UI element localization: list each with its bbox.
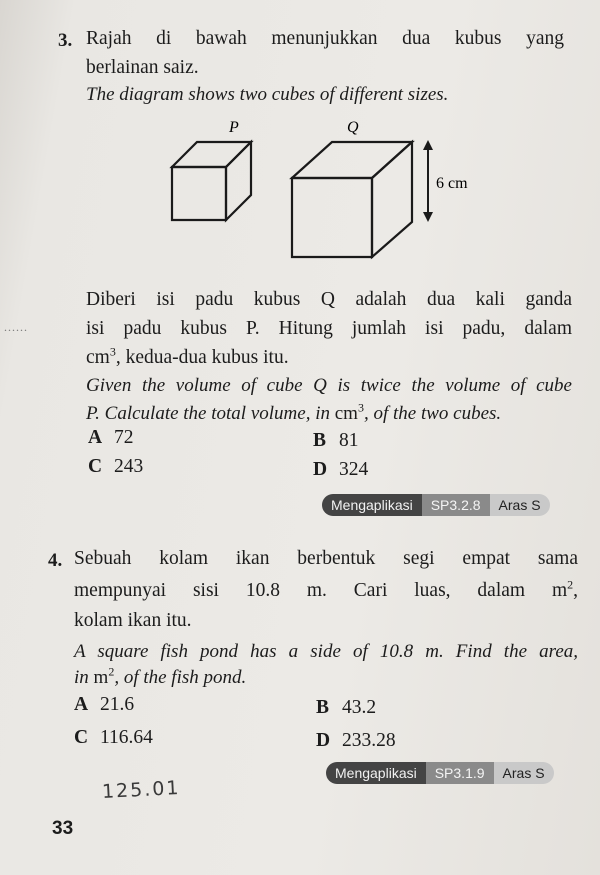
q3-tag-level: Aras S (490, 494, 550, 516)
q4-skill-tags (326, 762, 554, 784)
q3-tag-standard: SP3.2.8 (422, 494, 490, 516)
q3-malay-intro-line2: berlainan saiz. (86, 57, 199, 78)
q4-option-b[interactable]: B 43.2 (316, 697, 377, 718)
q3-malay-line1: Diberi isi padu kubus Q adalah dua kali ganda (86, 289, 572, 310)
q3-malay-line3: $cm^3$, kedua-dua kubus itu. (86, 344, 289, 368)
dimension-arrow (423, 140, 433, 222)
dimension-label: 6 cm (436, 175, 468, 192)
q4-tag-level: Aras S (494, 762, 554, 784)
q3-option-c[interactable]: C 243 (88, 456, 144, 477)
q3-english-intro: The diagram shows two cubes of different sizes. (86, 84, 449, 105)
cubes-diagram (160, 112, 480, 272)
cube-q-label: Q (347, 119, 359, 136)
q3-option-a[interactable]: A 72 (88, 427, 134, 448)
q3-malay-line2: isi padu kubus P. Hitung jumlah isi padu, dalam (86, 318, 572, 339)
cube-p-label: P (229, 119, 239, 136)
handwritten-note: 125.01 (101, 776, 182, 804)
cube-q (292, 142, 412, 257)
q3-english-line1: Given the volume of cube Q is twice the volume of cube (86, 375, 572, 396)
q3-skill-tags (322, 494, 550, 516)
q4-english-line2: in $m^2$, of the fish pond. (74, 664, 247, 688)
q4-option-d[interactable]: D 233.28 (316, 730, 396, 751)
q4-option-a[interactable]: A 21.6 (74, 694, 135, 715)
q3-option-b[interactable]: B 81 (313, 430, 359, 451)
margin-dots: ...... (4, 320, 28, 334)
q3-number: 3. (58, 30, 73, 51)
q4-malay-line2: mempunyai sisi 10.8 m. Cari luas, dalam $m^2$, (74, 577, 578, 601)
q3-english-line2: P. Calculate the total volume, in $cm^3$, of the two cubes. (86, 400, 502, 424)
q4-tag-skill: Mengaplikasi (326, 762, 426, 784)
q4-malay-line1: Sebuah kolam ikan berbentuk segi empat sama (74, 548, 578, 569)
page-number: 33 (52, 818, 74, 839)
cube-p (172, 142, 251, 220)
q3-malay-intro-line1: Rajah di bawah menunjukkan dua kubus yang (86, 28, 564, 49)
q4-english-line1: A square fish pond has a side of 10.8 m. Find the area, (74, 641, 578, 662)
q4-option-c[interactable]: C 116.64 (74, 727, 153, 748)
q4-tag-standard: SP3.1.9 (426, 762, 494, 784)
q4-number: 4. (48, 550, 63, 571)
q3-option-d[interactable]: D 324 (313, 459, 369, 480)
q4-malay-line3: kolam ikan itu. (74, 610, 192, 631)
q3-tag-skill: Mengaplikasi (322, 494, 422, 516)
